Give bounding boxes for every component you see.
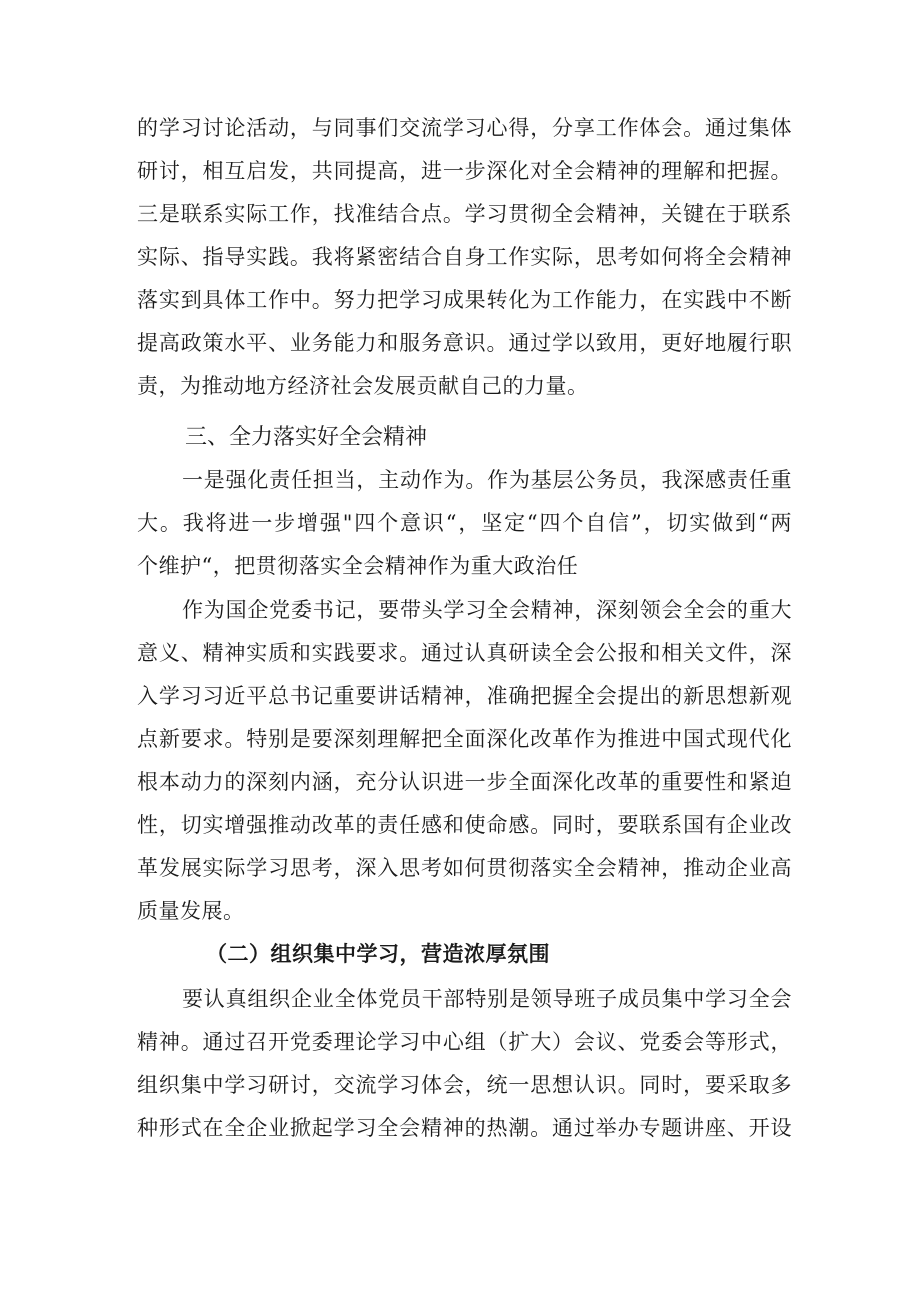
text-line: 意义、精神实质和实践要求。通过认真研读全会公报和相关文件，深 [137,641,792,665]
text-line: 提高政策水平、业务能力和服务意识。通过学以致用，更好地履行职 [137,331,792,355]
text-line: 责，为推动地方经济社会发展贡献自己的力量。 [137,374,589,398]
section-heading: 三、全力落实好全会精神 [185,425,428,450]
text-line: 精神。通过召开党委理论学习中心组（扩大）会议、党委会等形式， [137,1030,792,1054]
paragraph-study-practice [137,107,792,408]
text-line: 组织集中学习研讨，交流学习体会，统一思想认识。同时，要采取多 [137,1073,792,1097]
paragraph-centralized-study [137,978,792,1150]
text-line: 质量发展。 [137,899,245,923]
text-line: 点新要求。特别是要深刻理解把全面深化改革作为推进中国式现代化 [137,727,792,751]
text-line: 根本动力的深刻内涵，充分认识进一步全面深化改革的重要性和紧迫 [137,770,792,794]
text-line: 研讨，相互启发，共同提高，进一步深化对全会精神的理解和把握。 [137,159,792,183]
text-line: 三是联系实际工作，找准结合点。学习贯彻全会精神，关键在于联系 [137,202,792,226]
text-line: 的学习讨论活动，与同事们交流学习心得，分享工作体会。通过集体 [137,116,792,140]
paragraph-responsibility [137,459,792,588]
text-line: 革发展实际学习思考，深入思考如何贯彻落实全会精神，推动企业高 [137,856,792,880]
text-line: 落实到具体工作中。努力把学习成果转化为工作能力，在实践中不断 [137,288,792,312]
text-line: 作为国企党委书记，要带头学习全会精神，深刻领会全会的重大 [182,598,792,622]
text-line: 入学习习近平总书记重要讲话精神，准确把握全会提出的新思想新观 [137,684,792,708]
text-line: 要认真组织企业全体党员干部特别是领导班子成员集中学习全会 [182,987,792,1011]
text-line: 个维护“，把贯彻落实全会精神作为重大政治任 [137,554,579,578]
text-line: 种形式在全企业掀起学习全会精神的热潮。通过举办专题讲座、开设 [137,1116,792,1140]
paragraph-party-secretary [137,589,792,933]
text-line: 一是强化责任担当，主动作为。作为基层公务员，我深感责任重 [182,468,792,492]
subsection-heading: （二）组织集中学习，营造浓厚氛围 [206,941,550,966]
text-line: 性，切实增强推动改革的责任感和使命感。同时，要联系国有企业改 [137,813,792,837]
text-line: 大。我将进一步增强"四个意识“，坚定“四个自信”，切实做到“两 [137,511,792,535]
text-line: 实际、指导实践。我将紧密结合自身工作实际，思考如何将全会精神 [137,245,792,269]
